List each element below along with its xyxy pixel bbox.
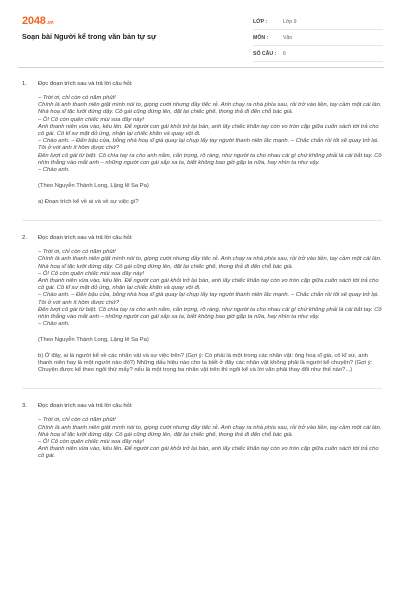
question-1 <box>22 80 382 206</box>
passage-line: – Ô! Cô còn quên chiếc mùi soa đây này! <box>38 270 145 277</box>
question-divider <box>22 220 382 221</box>
question-number: 1. <box>22 81 27 87</box>
question-divider <box>22 388 382 389</box>
passage-source: (Theo Nguyễn Thành Long, Lặng lẽ Sa Pa) <box>38 183 149 190</box>
question-2 <box>22 234 382 374</box>
passage-line: Chính là anh thanh niên giật mình nói to, giọng cười nhưng đầy tiếc rẻ. Anh chạy ra nhà phía sau, rồi trở vào liền, tay cầm một cái làn. Nhà hoạ sĩ tặc lưỡi đứng dậy. Cô gái cũng đứng lên, đặt lại chiếc ghế, thong thả đi đến chỗ bác già. <box>38 424 382 438</box>
header-divider <box>18 67 384 68</box>
question-number: 3. <box>22 403 27 410</box>
question-number: 2. <box>22 235 27 242</box>
passage-line: – Chào anh. <box>38 321 70 328</box>
passage-line: Anh thanh niên vừa vào, kêu lên. Để người con gái khỏi trở lại bàn, anh lấy chiếc khăn tay còn vo tròn cặp giữa cuốn sách tới trả cho cô gái. <box>38 446 379 460</box>
passage-line: – Trời ơi, chỉ còn có năm phút! <box>38 249 116 256</box>
meta-value: Văn <box>283 34 293 41</box>
question-3 <box>22 402 382 460</box>
passage-line: Chính là anh thanh niên giật mình nói to, giọng cười nhưng đầy tiếc rẻ. Anh chạy ra nhà phía sau, rồi trở vào liền, tay cầm một cái làn. Nhà hoạ sĩ tặc lưỡi đứng dậy. Cô gái cũng đứng lên, đặt lại chiếc ghế, thong thả đi đến chỗ bác già. <box>38 256 382 270</box>
logo-main: 2048 <box>22 15 46 27</box>
passage-line: Chính là anh thanh niên giật mình nói to, giọng cười nhưng đầy tiếc rẻ. Anh chạy ra nhà phía sau, rồi trở vào liền, tay cầm một cái làn. Nhà hoạ sĩ tặc lưỡi đứng dậy. Cô gái cũng đứng lên, đặt lại chiếc ghế, thong thả đi đến chỗ bác già. <box>38 102 382 116</box>
meta-row-subject <box>253 30 383 46</box>
meta-row-count <box>253 46 383 62</box>
meta-key: SỐ CÂU : <box>253 50 277 57</box>
passage-line: – Ô! Cô còn quên chiếc mùi soa đây này! <box>38 439 145 446</box>
sub-question: b) Ở đây, ai là người kể về các nhân vật và sự việc trên? (Gợi ý: Có phải là một trong các nhân vật: ông hoạ sĩ già, cô kĩ sư, anh thanh niên hay là một người nào đó?) Những dấu hiệu nào cho ta biết ở đây các nhân vật không phải là người kể chuyện? (Gợi ý: Chuyện được kể theo ngôi thứ mấy? nếu là một trong ba nhân vật trên thì ngôi kể và lời văn phải thay đổi như thế nào?...) <box>38 353 373 374</box>
meta-row-grade <box>253 14 383 30</box>
passage-line: – Ô! Cô còn quên chiếc mùi soa đây này! <box>38 116 145 123</box>
passage-line: – Chào anh. – Đến bậu cửa, bỗng nhà hoạ sĩ già quay lại chụp lấy tay người thanh niên lắc mạnh. – Chắc chắn rồi tôi sẽ quay trở lại. Tôi ở với anh ít hôm được chứ? <box>38 292 379 306</box>
passage-line: – Chào anh. <box>38 167 70 174</box>
passage <box>38 249 382 328</box>
passage <box>38 95 382 174</box>
meta-value: Lớp 9 <box>283 18 297 25</box>
passage-line: Đến lượt cô gái từ biệt. Cô chìa tay ra cho anh nắm, cẩn trọng, rõ ràng, như người ta cho nhau cái gì chứ không phải là cái bắt tay. Cô nhìn thẳng vào mắt anh – những người con gái sắp xa ta, biết không bao giờ gặp ta nữa, hay nhìn ta như vậy. <box>38 152 382 166</box>
question-head <box>22 234 382 242</box>
meta-table <box>253 14 383 62</box>
sub-question: a) Đoạn trích kể về ai và về sự việc gì? <box>38 199 139 206</box>
question-head <box>22 80 382 88</box>
passage-line: Anh thanh niên vừa vào, kêu lên. Để người con gái khỏi trở lại bàn, anh lấy chiếc khăn tay còn vo tròn cặp giữa cuốn sách tới trả cho cô gái. Cô kĩ sư mặt đỏ ửng, nhận lại chiếc khăn và quay vội đi. <box>38 123 379 138</box>
passage-source: (Theo Nguyễn Thành Long, Lặng lẽ Sa Pa) <box>38 337 149 344</box>
passage-line: – Trời ơi, chỉ còn có năm phút! <box>38 95 116 101</box>
page-header <box>0 0 400 62</box>
meta-key: LỚP : <box>253 18 268 25</box>
passage-line: Đến lượt cô gái từ biệt. Cô chìa tay ra cho anh nắm, cẩn trọng, rõ ràng, như người ta cho nhau cái gì chứ không phải là cái bắt tay. Cô nhìn thẳng vào mắt anh – những người con gái sắp xa ta, biết không bao giờ gặp ta nữa, hay nhìn ta như vậy. <box>38 306 382 321</box>
meta-key: MÔN : <box>253 34 269 41</box>
meta-value: 6 <box>283 50 286 57</box>
logo-sub: .vn <box>46 20 54 26</box>
question-prompt: Đọc đoạn trích sau và trả lời câu hỏi: <box>38 81 133 87</box>
passage-line: Anh thanh niên vừa vào, kêu lên. Để người con gái khỏi trở lại bàn, anh lấy chiếc khăn tay còn vo tròn cặp giữa cuốn sách tới trả cho cô gái. Cô kĩ sư mặt đỏ ửng, nhận lại chiếc khăn và quay vội đi. <box>38 278 379 292</box>
page-title: Soạn bài Người kể trong văn bản tự sự <box>22 32 157 41</box>
question-prompt: Đọc đoạn trích sau và trả lời câu hỏi: <box>38 403 133 410</box>
passage-line: – Trời ơi, chỉ còn có năm phút! <box>38 417 116 424</box>
site-logo[interactable] <box>22 15 53 27</box>
question-list <box>22 80 382 461</box>
passage <box>38 417 382 460</box>
question-head <box>22 402 382 410</box>
question-prompt: Đọc đoạn trích sau và trả lời câu hỏi: <box>38 235 133 242</box>
passage-line: – Chào anh. – Đến bậu cửa, bỗng nhà hoạ sĩ già quay lại chụp lấy tay người thanh niên lắc mạnh. – Chắc chắn rồi tôi sẽ quay trở lại. Tôi ở với anh ít hôm được chứ? <box>38 138 379 152</box>
